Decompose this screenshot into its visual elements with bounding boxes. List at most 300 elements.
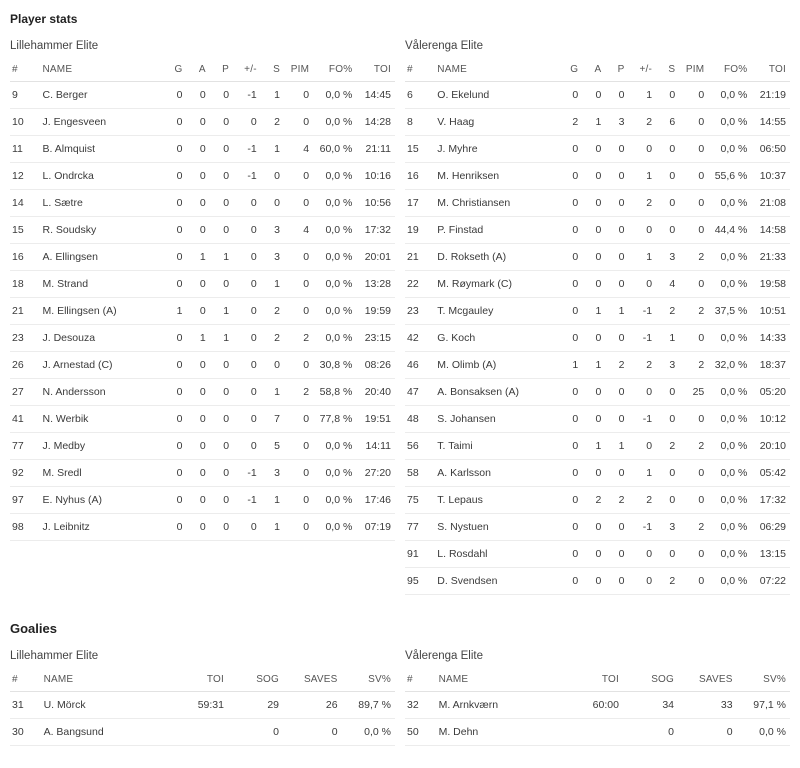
cell-stat: 0 [582, 82, 605, 109]
cell-stat: -1 [629, 406, 657, 433]
col-name: NAME [433, 58, 559, 82]
cell-stat: 0 [163, 271, 187, 298]
cell-stat: 14:45 [356, 82, 395, 109]
cell-stat: 0 [559, 379, 582, 406]
table-row[interactable] [405, 352, 790, 379]
cell-stat: -1 [233, 163, 261, 190]
table-row[interactable] [10, 719, 395, 746]
cell-stat: 0 [284, 514, 313, 541]
table-row[interactable] [10, 325, 395, 352]
cell-player-name: M. Dehn [435, 719, 561, 746]
cell-stat: 0 [679, 190, 708, 217]
table-row[interactable] [405, 136, 790, 163]
cell-stat: 1 [605, 433, 628, 460]
cell-stat: 0 [186, 190, 209, 217]
col-points: P [210, 58, 233, 82]
table-header-row [10, 668, 395, 692]
cell-stat: 0 [559, 217, 582, 244]
cell-stat: 0 [210, 487, 233, 514]
cell-player-name: S. Nystuen [433, 514, 559, 541]
cell-stat: 0 [629, 433, 657, 460]
cell-player-name: J. Medby [39, 433, 163, 460]
cell-stat: 60,0 % [313, 136, 356, 163]
cell-stat: 0,0 % [708, 109, 751, 136]
cell-stat: 0,0 % [313, 487, 356, 514]
cell-stat: 2 [629, 487, 657, 514]
cell-stat: 1 [629, 82, 657, 109]
cell-stat: 08:26 [356, 352, 395, 379]
col-assists: A [186, 58, 209, 82]
cell-stat: 21:11 [356, 136, 395, 163]
cell-number: 15 [10, 217, 39, 244]
cell-stat: 1 [582, 352, 605, 379]
cell-stat: 0 [559, 406, 582, 433]
cell-stat: 0,0 % [313, 433, 356, 460]
cell-player-name: M. Olimb (A) [433, 352, 559, 379]
col-toi: TOI [751, 58, 790, 82]
table-row[interactable] [10, 109, 395, 136]
cell-stat: 0 [559, 244, 582, 271]
away-goalies-table [405, 668, 790, 746]
cell-number: 10 [10, 109, 39, 136]
col-faceoff-pct: FO% [313, 58, 356, 82]
cell-stat: 10:16 [356, 163, 395, 190]
cell-stat [561, 719, 623, 746]
cell-stat: 0 [210, 109, 233, 136]
cell-stat: 0 [186, 298, 209, 325]
cell-stat: 05:42 [751, 460, 790, 487]
cell-stat: 33 [678, 692, 737, 719]
cell-stat: 2 [629, 109, 657, 136]
away-team-name: Vålerenga Elite [405, 40, 483, 52]
cell-stat: 0 [163, 325, 187, 352]
cell-player-name: C. Berger [39, 82, 163, 109]
cell-stat: 1 [261, 136, 284, 163]
table-row[interactable] [10, 298, 395, 325]
cell-stat: 0,0 % [313, 460, 356, 487]
cell-stat: 0 [678, 719, 737, 746]
cell-stat: 0 [284, 109, 313, 136]
cell-stat: 0 [679, 271, 708, 298]
cell-stat: 10:37 [751, 163, 790, 190]
cell-number: 97 [10, 487, 39, 514]
cell-number: 46 [405, 352, 433, 379]
cell-stat: 0,0 % [313, 190, 356, 217]
cell-stat: 0 [559, 298, 582, 325]
cell-number: 22 [405, 271, 433, 298]
cell-number: 9 [10, 82, 39, 109]
col-plusminus: +/- [233, 58, 261, 82]
cell-player-name: T. Mcgauley [433, 298, 559, 325]
table-row[interactable] [405, 190, 790, 217]
cell-number: 12 [10, 163, 39, 190]
cell-stat: 29 [228, 692, 283, 719]
cell-stat: 0 [605, 217, 628, 244]
cell-player-name: R. Soudsky [39, 217, 163, 244]
away-goalies-body [405, 692, 790, 746]
cell-stat: 0 [284, 163, 313, 190]
cell-stat: 19:59 [356, 298, 395, 325]
cell-stat: 0 [582, 190, 605, 217]
cell-stat: 1 [186, 325, 209, 352]
cell-stat: 0 [605, 541, 628, 568]
cell-stat: 0,0 % [313, 217, 356, 244]
table-row[interactable] [10, 514, 395, 541]
away-skaters-body [405, 82, 790, 595]
cell-stat: 0 [284, 487, 313, 514]
cell-stat: 21:08 [751, 190, 790, 217]
away-goalies-column [405, 636, 790, 746]
cell-stat: 0 [679, 136, 708, 163]
cell-stat: 0 [186, 406, 209, 433]
cell-number: 32 [405, 692, 435, 719]
cell-stat: 77,8 % [313, 406, 356, 433]
cell-number: 91 [405, 541, 433, 568]
cell-stat: 4 [284, 217, 313, 244]
cell-number: 19 [405, 217, 433, 244]
cell-stat: 0 [284, 271, 313, 298]
cell-stat: 2 [679, 298, 708, 325]
cell-player-name: L. Sætre [39, 190, 163, 217]
cell-stat: 0 [623, 719, 678, 746]
cell-stat: 0 [605, 244, 628, 271]
cell-stat: 1 [210, 325, 233, 352]
cell-stat: 2 [605, 352, 628, 379]
cell-stat: -1 [233, 487, 261, 514]
cell-stat: 0 [261, 163, 284, 190]
cell-stat: 0 [186, 514, 209, 541]
cell-stat: 0 [605, 406, 628, 433]
table-row[interactable] [10, 244, 395, 271]
cell-stat: 59:31 [166, 692, 228, 719]
cell-stat: 0 [582, 271, 605, 298]
cell-stat: 0,0 % [708, 271, 751, 298]
cell-stat: 20:01 [356, 244, 395, 271]
cell-player-name: J. Leibnitz [39, 514, 163, 541]
cell-stat: 0,0 % [708, 325, 751, 352]
cell-stat: 0 [284, 244, 313, 271]
cell-stat: 0 [186, 487, 209, 514]
cell-stat: 0 [284, 406, 313, 433]
cell-stat: -1 [629, 298, 657, 325]
table-row[interactable] [405, 692, 790, 719]
cell-stat: 0,0 % [737, 719, 790, 746]
cell-stat: 44,4 % [708, 217, 751, 244]
cell-number: 6 [405, 82, 433, 109]
table-row[interactable] [405, 406, 790, 433]
col-number: # [405, 58, 433, 82]
cell-stat: 0 [284, 190, 313, 217]
cell-player-name: A. Bonsaksen (A) [433, 379, 559, 406]
table-row[interactable] [405, 244, 790, 271]
col-faceoff-pct: FO% [708, 58, 751, 82]
table-row[interactable] [10, 190, 395, 217]
cell-number: 18 [10, 271, 39, 298]
cell-number: 77 [405, 514, 433, 541]
cell-stat: 0 [233, 271, 261, 298]
cell-number: 41 [10, 406, 39, 433]
cell-stat: 1 [559, 352, 582, 379]
cell-stat: 89,7 % [342, 692, 395, 719]
cell-stat: 0 [210, 379, 233, 406]
table-row[interactable] [10, 487, 395, 514]
cell-stat: -1 [233, 82, 261, 109]
cell-stat: 1 [163, 298, 187, 325]
table-row[interactable] [405, 298, 790, 325]
cell-stat: 07:19 [356, 514, 395, 541]
table-row[interactable] [405, 163, 790, 190]
cell-stat: 2 [656, 298, 679, 325]
cell-stat: 1 [656, 325, 679, 352]
cell-stat: 0 [559, 163, 582, 190]
table-row[interactable] [405, 271, 790, 298]
table-row[interactable] [405, 109, 790, 136]
cell-stat: 0,0 % [313, 109, 356, 136]
cell-player-name: T. Taimi [433, 433, 559, 460]
table-row[interactable] [10, 379, 395, 406]
cell-number: 27 [10, 379, 39, 406]
table-header-row [405, 668, 790, 692]
table-row[interactable] [10, 271, 395, 298]
table-row[interactable] [405, 541, 790, 568]
cell-stat: 0 [582, 163, 605, 190]
cell-stat: 0 [679, 217, 708, 244]
cell-player-name: D. Svendsen [433, 568, 559, 595]
table-row[interactable] [405, 379, 790, 406]
goalies-title: Goalies [10, 621, 57, 636]
cell-stat: 1 [629, 163, 657, 190]
table-row[interactable] [405, 568, 790, 595]
cell-player-name: N. Werbik [39, 406, 163, 433]
cell-stat: 3 [656, 514, 679, 541]
cell-stat: 0 [605, 325, 628, 352]
cell-stat: 0 [284, 352, 313, 379]
cell-stat: 0 [679, 163, 708, 190]
cell-stat: -1 [629, 514, 657, 541]
cell-stat: 0,0 % [313, 271, 356, 298]
cell-stat: 0 [284, 298, 313, 325]
table-row[interactable] [10, 136, 395, 163]
cell-stat: 0 [186, 82, 209, 109]
cell-stat: -1 [233, 136, 261, 163]
cell-stat: 17:32 [356, 217, 395, 244]
col-goals: G [163, 58, 187, 82]
cell-stat: 2 [261, 325, 284, 352]
cell-stat: 0 [629, 379, 657, 406]
cell-stat: 0 [629, 136, 657, 163]
cell-stat: 0,0 % [313, 514, 356, 541]
cell-stat: 0 [559, 136, 582, 163]
table-row[interactable] [10, 163, 395, 190]
cell-stat: 0,0 % [708, 136, 751, 163]
cell-stat: 0 [163, 217, 187, 244]
col-toi: TOI [356, 58, 395, 82]
cell-number: 98 [10, 514, 39, 541]
table-row[interactable] [405, 217, 790, 244]
home-skaters-table [10, 58, 395, 541]
home-goalies-team-name: Lillehammer Elite [10, 650, 99, 662]
cell-stat: 0 [186, 352, 209, 379]
cell-stat: 0,0 % [708, 379, 751, 406]
cell-stat: 0,0 % [708, 514, 751, 541]
cell-stat: 2 [679, 514, 708, 541]
cell-stat: 0 [210, 136, 233, 163]
cell-stat: 2 [582, 487, 605, 514]
cell-stat: 0 [656, 217, 679, 244]
cell-stat: 05:20 [751, 379, 790, 406]
cell-stat: -1 [629, 325, 657, 352]
cell-stat: 0 [233, 190, 261, 217]
cell-stat: 1 [582, 298, 605, 325]
cell-stat: 1 [210, 298, 233, 325]
cell-stat: 0 [233, 109, 261, 136]
cell-stat: 0 [605, 190, 628, 217]
cell-stat: 0 [210, 514, 233, 541]
cell-stat: 5 [261, 433, 284, 460]
cell-stat: 0 [284, 460, 313, 487]
table-row[interactable] [10, 433, 395, 460]
cell-stat: 0,0 % [708, 82, 751, 109]
cell-stat: 14:28 [356, 109, 395, 136]
cell-stat: 0 [679, 568, 708, 595]
cell-stat: 23:15 [356, 325, 395, 352]
page-title: Player stats [10, 12, 78, 26]
col-save-pct: SV% [342, 668, 395, 692]
cell-stat: 0,0 % [313, 163, 356, 190]
cell-stat: 0 [233, 244, 261, 271]
col-name: NAME [39, 58, 163, 82]
cell-stat: 0 [210, 82, 233, 109]
goalies-section [0, 636, 800, 746]
cell-stat: 0 [559, 487, 582, 514]
cell-stat: 0 [186, 217, 209, 244]
cell-stat: 0 [233, 352, 261, 379]
cell-number: 50 [405, 719, 435, 746]
cell-stat: 14:58 [751, 217, 790, 244]
table-row[interactable] [405, 325, 790, 352]
table-row[interactable] [10, 217, 395, 244]
cell-stat: 0 [605, 163, 628, 190]
cell-stat: 0 [605, 271, 628, 298]
col-number: # [10, 58, 39, 82]
cell-player-name: O. Ekelund [433, 82, 559, 109]
cell-number: 47 [405, 379, 433, 406]
cell-player-name: M. Ellingsen (A) [39, 298, 163, 325]
cell-stat: 0 [210, 217, 233, 244]
col-plusminus: +/- [629, 58, 657, 82]
cell-stat: 1 [605, 298, 628, 325]
cell-stat: 1 [186, 244, 209, 271]
cell-stat: 0 [656, 460, 679, 487]
cell-player-name: A. Karlsson [433, 460, 559, 487]
cell-stat: 2 [629, 352, 657, 379]
col-number: # [10, 668, 40, 692]
home-goalies-body [10, 692, 395, 746]
cell-stat: 0 [582, 379, 605, 406]
table-row[interactable] [405, 719, 790, 746]
table-row[interactable] [10, 460, 395, 487]
table-row[interactable] [405, 460, 790, 487]
table-row[interactable] [405, 487, 790, 514]
table-row[interactable] [405, 82, 790, 109]
cell-stat: 3 [605, 109, 628, 136]
cell-stat: 0 [559, 568, 582, 595]
col-shots: S [261, 58, 284, 82]
cell-stat: 0 [679, 460, 708, 487]
col-points: P [605, 58, 628, 82]
cell-stat: 2 [559, 109, 582, 136]
cell-number: 21 [405, 244, 433, 271]
skaters-section [0, 26, 800, 595]
cell-stat: 2 [679, 352, 708, 379]
table-row[interactable] [10, 352, 395, 379]
cell-stat: 0 [605, 136, 628, 163]
cell-stat: 19:51 [356, 406, 395, 433]
cell-stat: 0 [163, 460, 187, 487]
cell-player-name: G. Koch [433, 325, 559, 352]
player-stats-page [0, 12, 800, 746]
cell-stat: 17:46 [356, 487, 395, 514]
cell-stat: 0 [679, 406, 708, 433]
cell-stat: 97,1 % [737, 692, 790, 719]
cell-stat: 0,0 % [708, 244, 751, 271]
cell-player-name: N. Andersson [39, 379, 163, 406]
cell-stat: 0 [283, 719, 342, 746]
cell-stat: 0 [233, 406, 261, 433]
cell-stat: 0 [163, 136, 187, 163]
cell-stat: 14:33 [751, 325, 790, 352]
col-assists: A [582, 58, 605, 82]
cell-stat: -1 [233, 460, 261, 487]
cell-stat: 0 [186, 460, 209, 487]
table-row[interactable] [405, 514, 790, 541]
cell-stat: 0 [559, 325, 582, 352]
cell-stat: 18:37 [751, 352, 790, 379]
cell-number: 56 [405, 433, 433, 460]
cell-stat: 0 [582, 460, 605, 487]
cell-number: 92 [10, 460, 39, 487]
col-shots: S [656, 58, 679, 82]
cell-number: 30 [10, 719, 40, 746]
cell-stat: 0 [679, 82, 708, 109]
cell-stat: 1 [261, 379, 284, 406]
cell-stat: 1 [261, 514, 284, 541]
col-name: NAME [435, 668, 561, 692]
cell-stat: 0 [582, 217, 605, 244]
cell-number: 75 [405, 487, 433, 514]
cell-stat: 3 [261, 244, 284, 271]
cell-stat: 0 [582, 541, 605, 568]
cell-stat: 2 [261, 109, 284, 136]
cell-number: 8 [405, 109, 433, 136]
cell-stat: 4 [656, 271, 679, 298]
col-goals: G [559, 58, 582, 82]
table-row[interactable] [405, 433, 790, 460]
cell-stat: 1 [582, 433, 605, 460]
cell-stat: 0 [163, 487, 187, 514]
cell-stat: 0 [163, 244, 187, 271]
table-row[interactable] [10, 406, 395, 433]
cell-number: 23 [405, 298, 433, 325]
table-row[interactable] [10, 692, 395, 719]
cell-stat: 60:00 [561, 692, 623, 719]
home-skaters-column [10, 26, 395, 595]
cell-stat: 0 [656, 487, 679, 514]
cell-stat: 14:11 [356, 433, 395, 460]
col-sog: SOG [228, 668, 283, 692]
cell-stat: 0 [559, 460, 582, 487]
table-row[interactable] [10, 82, 395, 109]
